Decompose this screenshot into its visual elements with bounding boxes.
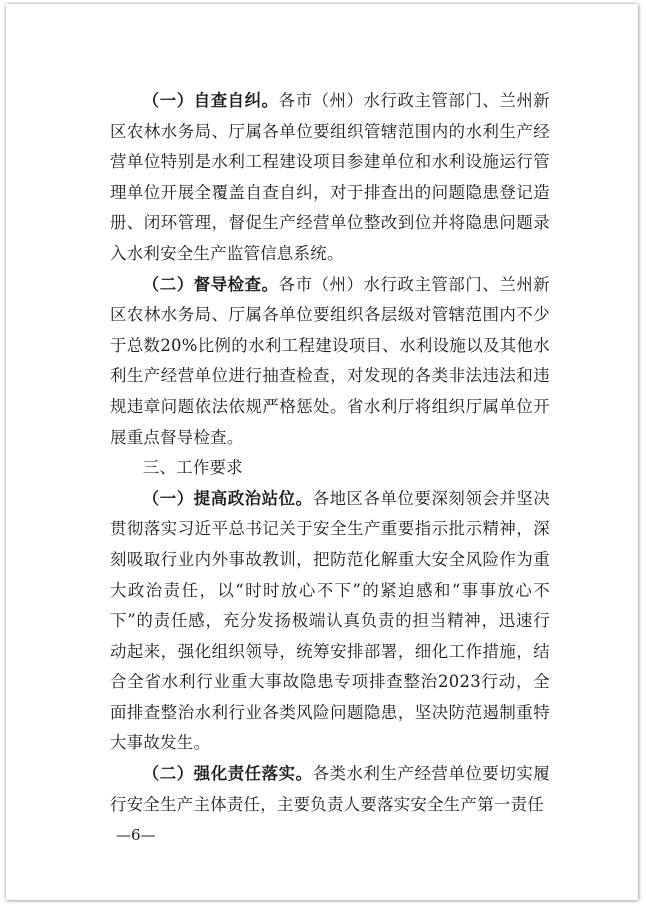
paragraph-text: 各市（州）水行政主管部门、兰州新区农林水务局、厅属各单位要组织各层级对管辖范围内不少于总数20%比例的水利工程建设项目、水利设施以及其他水利生产经营单位进行抽查检查，对发现的各类非法违法和违规违章问题依法依规严格惩处。省水利厅将组织厅属单位开展重点督导检查。 [110, 274, 550, 447]
paragraph-text: 各类水利生产经营单位要切实履行安全生产主体责任，主要负责人要落实安全生产第一责任 [110, 764, 551, 814]
paragraph-lead: （一）提高政治站位。 [142, 488, 313, 508]
section-heading: 三、工作要求 [142, 458, 243, 478]
paragraph-lead: （二）督导检查。 [142, 274, 279, 294]
paragraph-responsibility [110, 759, 550, 820]
paragraph-self-inspection [110, 86, 550, 270]
document-page [6, 4, 638, 900]
document-body [110, 86, 550, 820]
page-number: —6— [116, 826, 156, 844]
paragraph-supervision-check [110, 270, 550, 454]
paragraph-text: 各市（州）水行政主管部门、兰州新区农林水务局、厅属各单位要组织管辖范围内的水利生产经营单位特别是水利工程建设项目参建单位和水利设施运行管理单位开展全覆盖自查自纠，对于排查出的问题隐患登记造册、闭环管理，督促生产经营单位整改到位并将隐患问题录入水利安全生产监管信息系统。 [110, 91, 550, 263]
paragraph-political-stance [110, 484, 550, 759]
paragraph-text: 各地区各单位要深刻领会并坚决贯彻落实习近平总书记关于安全生产重要指示批示精神，深刻吸取行业内外事故教训，把防范化解重大安全风险作为重大政治责任，以“时时放心不下”的紧迫感和“事事放心不下”的责任感，充分发扬极端认真负责的担当精神，迅速行动起来，强化组织领导，统筹安排部署，细化工作措施，结合全省水利行业重大事故隐患专项排查整治2023行动，全面排查整治水利行业各类风险问题隐患，坚决防范遏制重特大事故发生。 [110, 488, 551, 753]
paragraph-lead: （二）强化责任落实。 [142, 764, 313, 784]
paragraph-lead: （一）自查自纠。 [142, 91, 279, 110]
